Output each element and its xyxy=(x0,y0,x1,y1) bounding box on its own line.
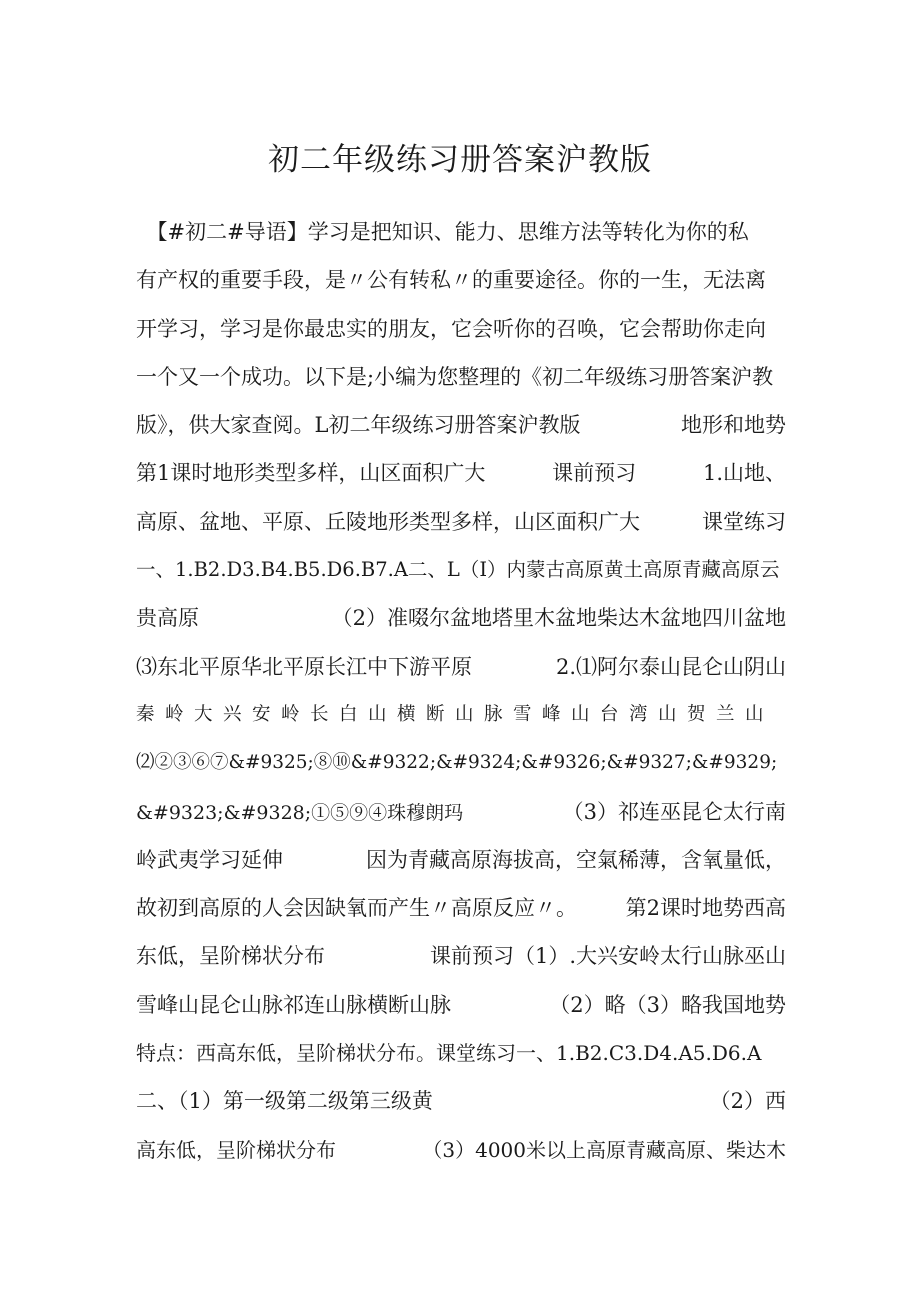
text-segment: （2）准啜尔盆地塔里木盆地柴达木盆地四川盆地 xyxy=(331,606,786,631)
text-line xyxy=(136,1130,786,1178)
text-line xyxy=(136,985,786,1033)
text-segment: 有产权的重要手段，是〃公有转私〃的重要途径。你的一生，无法离 xyxy=(136,268,766,293)
text-segment: 二、（1）第一级第二级第三级黄 xyxy=(136,1089,433,1114)
text-line xyxy=(136,647,786,695)
text-segment: 贵高原 xyxy=(136,606,199,631)
text-segment: 第1课时地形类型多样，山区面积广大 xyxy=(136,461,486,486)
text-segment: 特点：西高东低，呈阶梯状分布。课堂练习一、1.B2.C3.D4.A5.D6.A xyxy=(136,1041,762,1066)
text-line xyxy=(136,1081,786,1129)
text-segment: 【#初二#导语】学习是把知识、能力、思维方法等转化为你的私 xyxy=(136,220,749,244)
text-line xyxy=(136,357,786,405)
text-line xyxy=(136,550,786,598)
text-segment: 课前预习（1）.大兴安岭太行山脉巫山 xyxy=(429,944,786,969)
text-segment: 雪峰山昆仑山脉祁连山脉横断山脉 xyxy=(136,992,451,1017)
text-segment: 高原、盆地、平原、丘陵地形类型多样，山区面积广大 xyxy=(136,509,640,534)
text-line xyxy=(136,405,786,453)
text-segment: （3）祁连巫昆仑太行南 xyxy=(562,799,786,824)
text-segment: （2）西 xyxy=(709,1089,786,1114)
text-segment: 一个又一个成功。以下是;小编为您整理的《初二年级练习册答案沪教 xyxy=(136,364,774,389)
text-line xyxy=(136,743,786,791)
text-segment: 地形和地势 xyxy=(681,413,786,438)
text-line xyxy=(136,840,786,888)
text-segment: ⑶东北平原华北平原长江中下游平原 xyxy=(136,654,472,679)
text-segment: 第2课时地势西高 xyxy=(625,896,786,921)
text-line xyxy=(136,453,786,501)
text-segment: （2）略（3）略我国地势 xyxy=(549,992,786,1017)
text-line xyxy=(136,792,786,840)
text-segment: ⑵②③⑥⑦&#9325;⑧⑩&#9322;&#9324;&#9326;&#9327;&#9329; xyxy=(136,752,778,774)
text-segment: 东低，呈阶梯状分布 xyxy=(136,944,325,969)
text-line xyxy=(136,695,786,743)
text-segment: 课堂练习 xyxy=(702,509,786,534)
text-segment: 课前预习 xyxy=(552,461,637,486)
text-segment: 因为青藏高原海拔高，空氣稀薄，含氧量低， xyxy=(366,847,786,872)
text-segment: 2.⑴阿尔泰山昆仑山阴山 xyxy=(555,654,786,679)
text-segment: 开学习，学习是你最忠实的朋友，它会听你的召唤，它会帮助你走向 xyxy=(136,316,766,341)
text-segment: 1.山地、 xyxy=(702,461,786,486)
text-segment: 故初到高原的人会因缺氧而产生〃高原反应〃。 xyxy=(136,896,577,921)
text-segment: 高东低，呈阶梯状分布 xyxy=(136,1137,336,1162)
text-segment: 岭武夷学习延伸 xyxy=(136,847,283,872)
text-line xyxy=(136,309,786,357)
document-title: 初二年级练习册答案沪教版 xyxy=(268,142,652,178)
text-segment: 秦岭大兴安岭长白山横断山脉雪峰山台湾山贺兰山 xyxy=(136,703,775,725)
text-line xyxy=(136,1033,786,1081)
text-line xyxy=(136,260,786,308)
document-body xyxy=(136,212,786,1178)
text-segment: &#9323;&#9328;①⑤⑨④珠穆朗玛 xyxy=(136,801,464,824)
text-line xyxy=(136,936,786,984)
text-line xyxy=(136,888,786,936)
text-line xyxy=(136,212,786,260)
text-segment: 版》，供大家查阅。L初二年级练习册答案沪教版 xyxy=(136,413,581,438)
text-segment: 一、1.B2.D3.B4.B5.D6.B7.A二、L（I）内蒙古高原黄土高原青藏高原云 xyxy=(136,558,780,582)
text-line xyxy=(136,502,786,550)
text-segment: （3）4000米以上高原青藏高原、柴达木 xyxy=(422,1137,786,1162)
text-line xyxy=(136,598,786,646)
